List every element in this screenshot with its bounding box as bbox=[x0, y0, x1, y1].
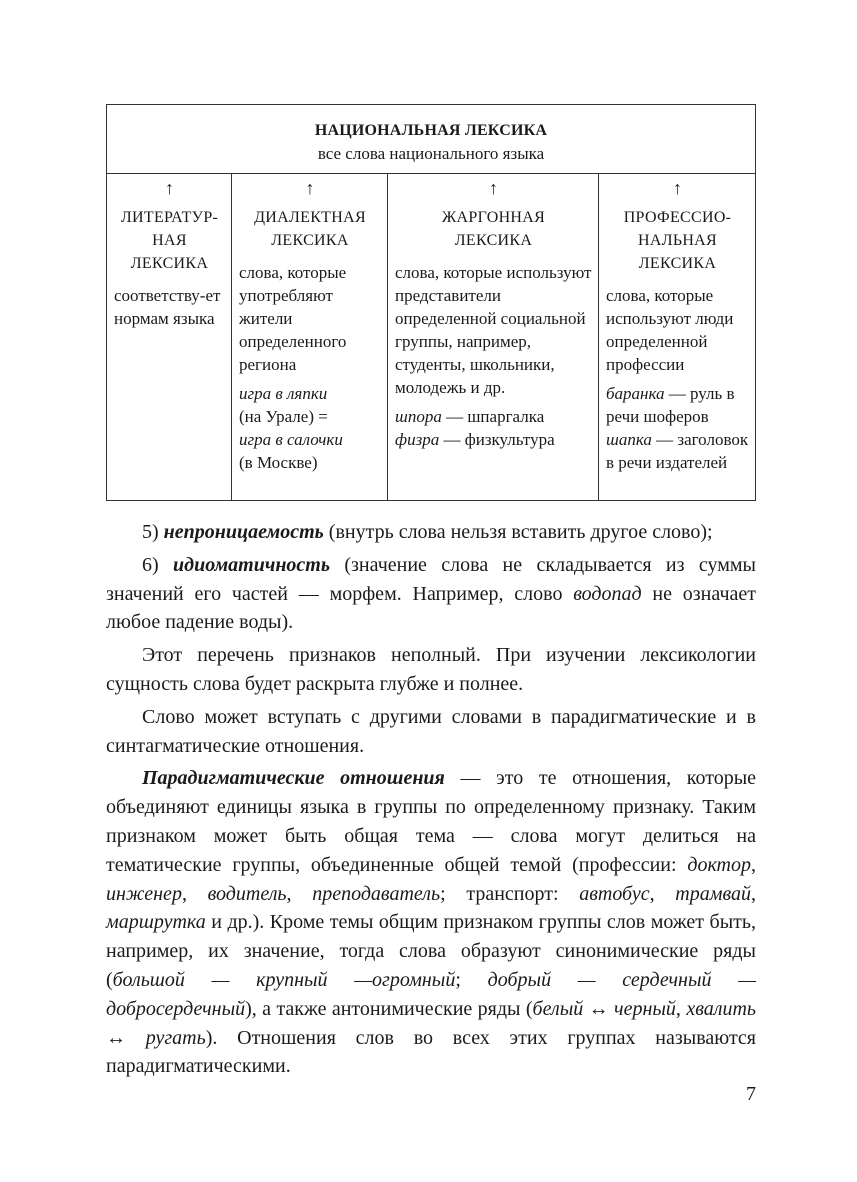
body-text bbox=[106, 518, 756, 1085]
column-title: ЖАРГОННАЯ ЛЕКСИКА bbox=[441, 209, 546, 249]
column-jargon bbox=[388, 174, 599, 500]
example-italic: физра bbox=[395, 430, 440, 449]
table-title: НАЦИОНАЛЬНАЯ ЛЕКСИКА bbox=[314, 122, 548, 139]
column-title: ДИАЛЕКТНАЯ ЛЕКСИКА bbox=[254, 209, 366, 249]
table-columns bbox=[107, 174, 755, 500]
column-description: соответству-ет нормам языка bbox=[114, 286, 221, 328]
example-italic: игра в ляпки bbox=[239, 384, 328, 403]
column-dialect bbox=[232, 174, 388, 500]
up-arrow-icon: ↑ bbox=[673, 178, 682, 198]
column-literary bbox=[107, 174, 232, 500]
paragraph-incomplete-list: Этот перечень признаков неполный. При изучении лексикологии сущность слова будет раскрыта глубже и полнее. bbox=[106, 644, 756, 695]
lexicon-table bbox=[106, 104, 756, 501]
up-arrow-icon: ↑ bbox=[489, 178, 498, 198]
paragraph-impenetrability: 5) непроницаемость (внутрь слова нельзя вставить другое слово); bbox=[142, 521, 713, 543]
example-text: (на Урале) = bbox=[239, 407, 328, 426]
column-description: слова, которые употребляют жители определенного региона bbox=[239, 263, 347, 374]
example-text: (в Москве) bbox=[239, 453, 318, 472]
example-italic: игра в салочки bbox=[239, 430, 343, 449]
up-arrow-icon: ↑ bbox=[305, 178, 315, 198]
column-examples bbox=[606, 382, 749, 474]
example-text: — руль в речи шоферов bbox=[606, 384, 735, 426]
up-arrow-icon: ↑ bbox=[165, 178, 174, 198]
table-subtitle: все слова национального языка bbox=[317, 144, 545, 163]
column-title: ЛИТЕРАТУР- НАЯ ЛЕКСИКА bbox=[120, 209, 219, 272]
example-italic: баранка bbox=[606, 384, 665, 403]
example-text: — заголовок в речи издателей bbox=[606, 430, 749, 472]
paragraph-idiomaticity: 6) идиоматичность (значение слова не складывается из суммы значений его частей — морфем. Например, слово водопад не означает любое падение воды). bbox=[106, 553, 757, 634]
example-italic: шпора bbox=[395, 407, 442, 426]
example-text: — шпаргалка bbox=[441, 407, 545, 426]
column-professional bbox=[599, 174, 755, 500]
example-text: — физкультура bbox=[439, 430, 555, 449]
column-description: слова, которые используют люди определенной профессии bbox=[606, 286, 734, 374]
example-italic: шапка bbox=[606, 430, 652, 449]
column-description: слова, которые используют представители определенной социальной группы, например, студенты, школьники, молодежь и др. bbox=[395, 263, 592, 397]
column-examples bbox=[239, 382, 381, 474]
column-title: ПРОФЕССИО- НАЛЬНАЯ ЛЕКСИКА bbox=[623, 209, 732, 272]
table-header bbox=[107, 105, 755, 174]
paragraph-paradigmatic: Парадигматические отношения — это те отношения, которые объединяют единицы языка в группы по определенному признаку. Таким признаком может быть общая тема — слова могут делиться на тематические группы, объединенные общей темой (профессии: доктор, инженер, водитель, преподаватель; транспорт: автобус, трамвай, маршрутка и др.). Кроме темы общим признаком группы слов может быть, например, их значение, тогда слова образуют синонимические ряды (большой — крупный —огромный; добрый — сердечный — добросердечный), а также антонимические ряды (белый ↔ черный, хвалить ↔ ругать). Отношения слов во всех этих группах называются парадигматическими. bbox=[106, 767, 757, 1078]
page-number: 7 bbox=[746, 1083, 756, 1105]
column-examples bbox=[395, 405, 592, 451]
paragraph-relations: Слово может вступать с другими словами в парадигматические и в синтагматические отношения. bbox=[106, 705, 756, 757]
